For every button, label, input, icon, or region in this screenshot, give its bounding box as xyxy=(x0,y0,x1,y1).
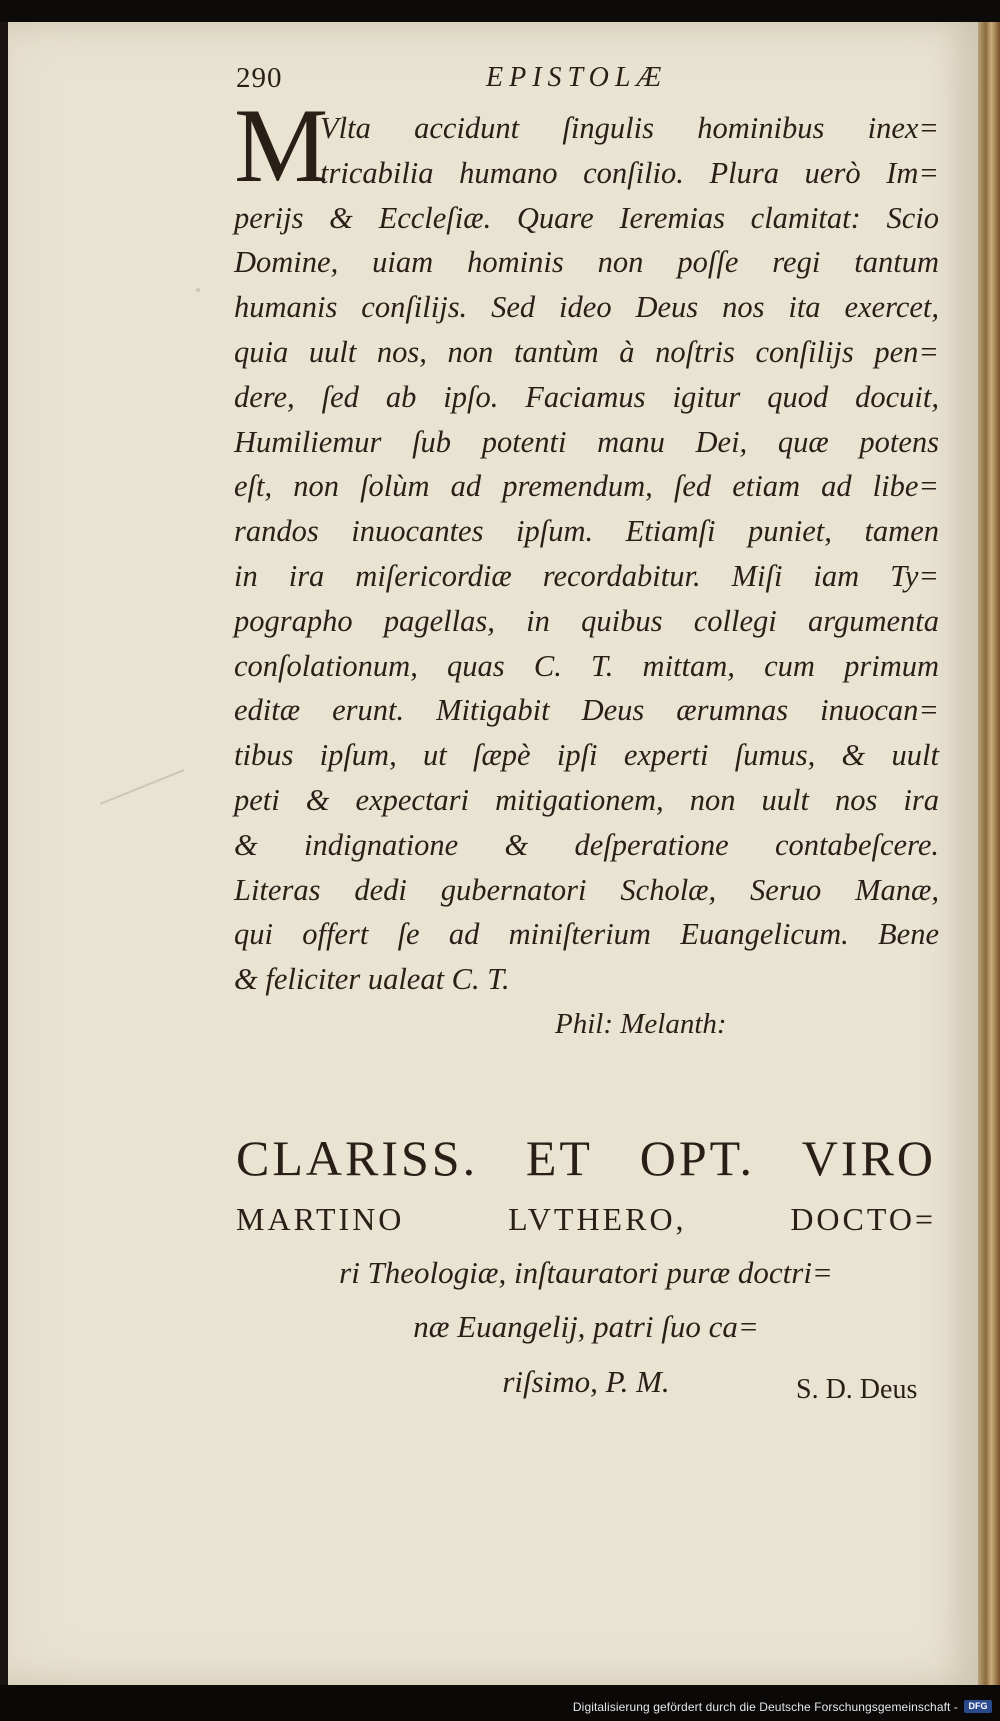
text-line: in ira miſericordiæ recordabitur. Miſi iam Ty= xyxy=(234,558,939,593)
dfg-logo: DFG xyxy=(964,1700,992,1713)
text-line: quia uult nos, non tantùm à noſtris conſilijs pen= xyxy=(234,334,939,369)
page-number: 290 xyxy=(236,62,283,94)
text-line: conſolationum, quas C. T. mittam, cum primum xyxy=(234,648,939,683)
address-line: næ Euangelij, patri ſuo ca= xyxy=(413,1309,759,1344)
text-line: Humiliemur ſub potenti manu Dei, quæ potens xyxy=(234,424,939,459)
text-line: perijs & Eccleſiæ. Quare Ieremias clamitat: Scio xyxy=(234,200,939,235)
catchword: S. D. Deus xyxy=(796,1374,918,1405)
text-line: tricabilia humano conſilio. Plura uerò Im= xyxy=(320,155,939,190)
text-line: dere, ſed ab ipſo. Faciamus igitur quod docuit, xyxy=(234,379,939,414)
text-line: & feliciter ualeat C. T. xyxy=(234,962,510,997)
letter-body xyxy=(234,106,939,1002)
text-line: Literas dedi gubernatori Scholæ, Seruo Manæ, xyxy=(234,872,939,907)
text-line: Domine, uiam hominis non poſſe regi tantum xyxy=(234,245,939,280)
text-line: tibus ipſum, ut ſæpè ipſi experti ſumus, & uult xyxy=(234,738,939,773)
text-line: Vlta accidunt ſingulis hominibus inex= xyxy=(320,111,939,145)
page-stain xyxy=(196,288,200,292)
address-line: CLARISS. ET OPT. VIRO xyxy=(236,1130,936,1186)
signature: Phil: Melanth: xyxy=(555,1008,727,1040)
text-line: & indignatione & deſperatione contabeſcere. xyxy=(234,827,939,862)
running-title: EPISTOLÆ xyxy=(486,62,668,93)
address-line: ri Theologiæ, inſtauratori puræ doctri= xyxy=(339,1255,833,1290)
text-line: pographo pagellas, in quibus collegi argumenta xyxy=(234,603,939,638)
address-line: MARTINO LVTHERO, DOCTO= xyxy=(236,1201,936,1237)
scan-top-border xyxy=(0,0,1000,22)
text-line: qui offert ſe ad miniſterium Euangelicum. Bene xyxy=(234,917,939,952)
text-line: randos inuocantes ipſum. Etiamſi puniet, tamen xyxy=(234,514,939,549)
text-line: peti & expectari mitigationem, non uult nos ira xyxy=(234,782,939,817)
text-line: humanis conſilijs. Sed ideo Deus nos ita exercet, xyxy=(234,290,939,325)
text-line: eſt, non ſolùm ad premendum, ſed etiam ad libe= xyxy=(234,469,939,504)
drop-cap: M xyxy=(234,87,329,204)
text-line: editæ erunt. Mitigabit Deus ærumnas inuocan= xyxy=(234,693,939,728)
address-line: riſsimo, P. M. xyxy=(502,1364,670,1399)
letter-address xyxy=(236,1124,936,1410)
funding-credit: Digitalisierung gefördert durch die Deutsche Forschungsgemeinschaft - xyxy=(572,1700,958,1714)
page-edge-fore xyxy=(978,22,1000,1685)
